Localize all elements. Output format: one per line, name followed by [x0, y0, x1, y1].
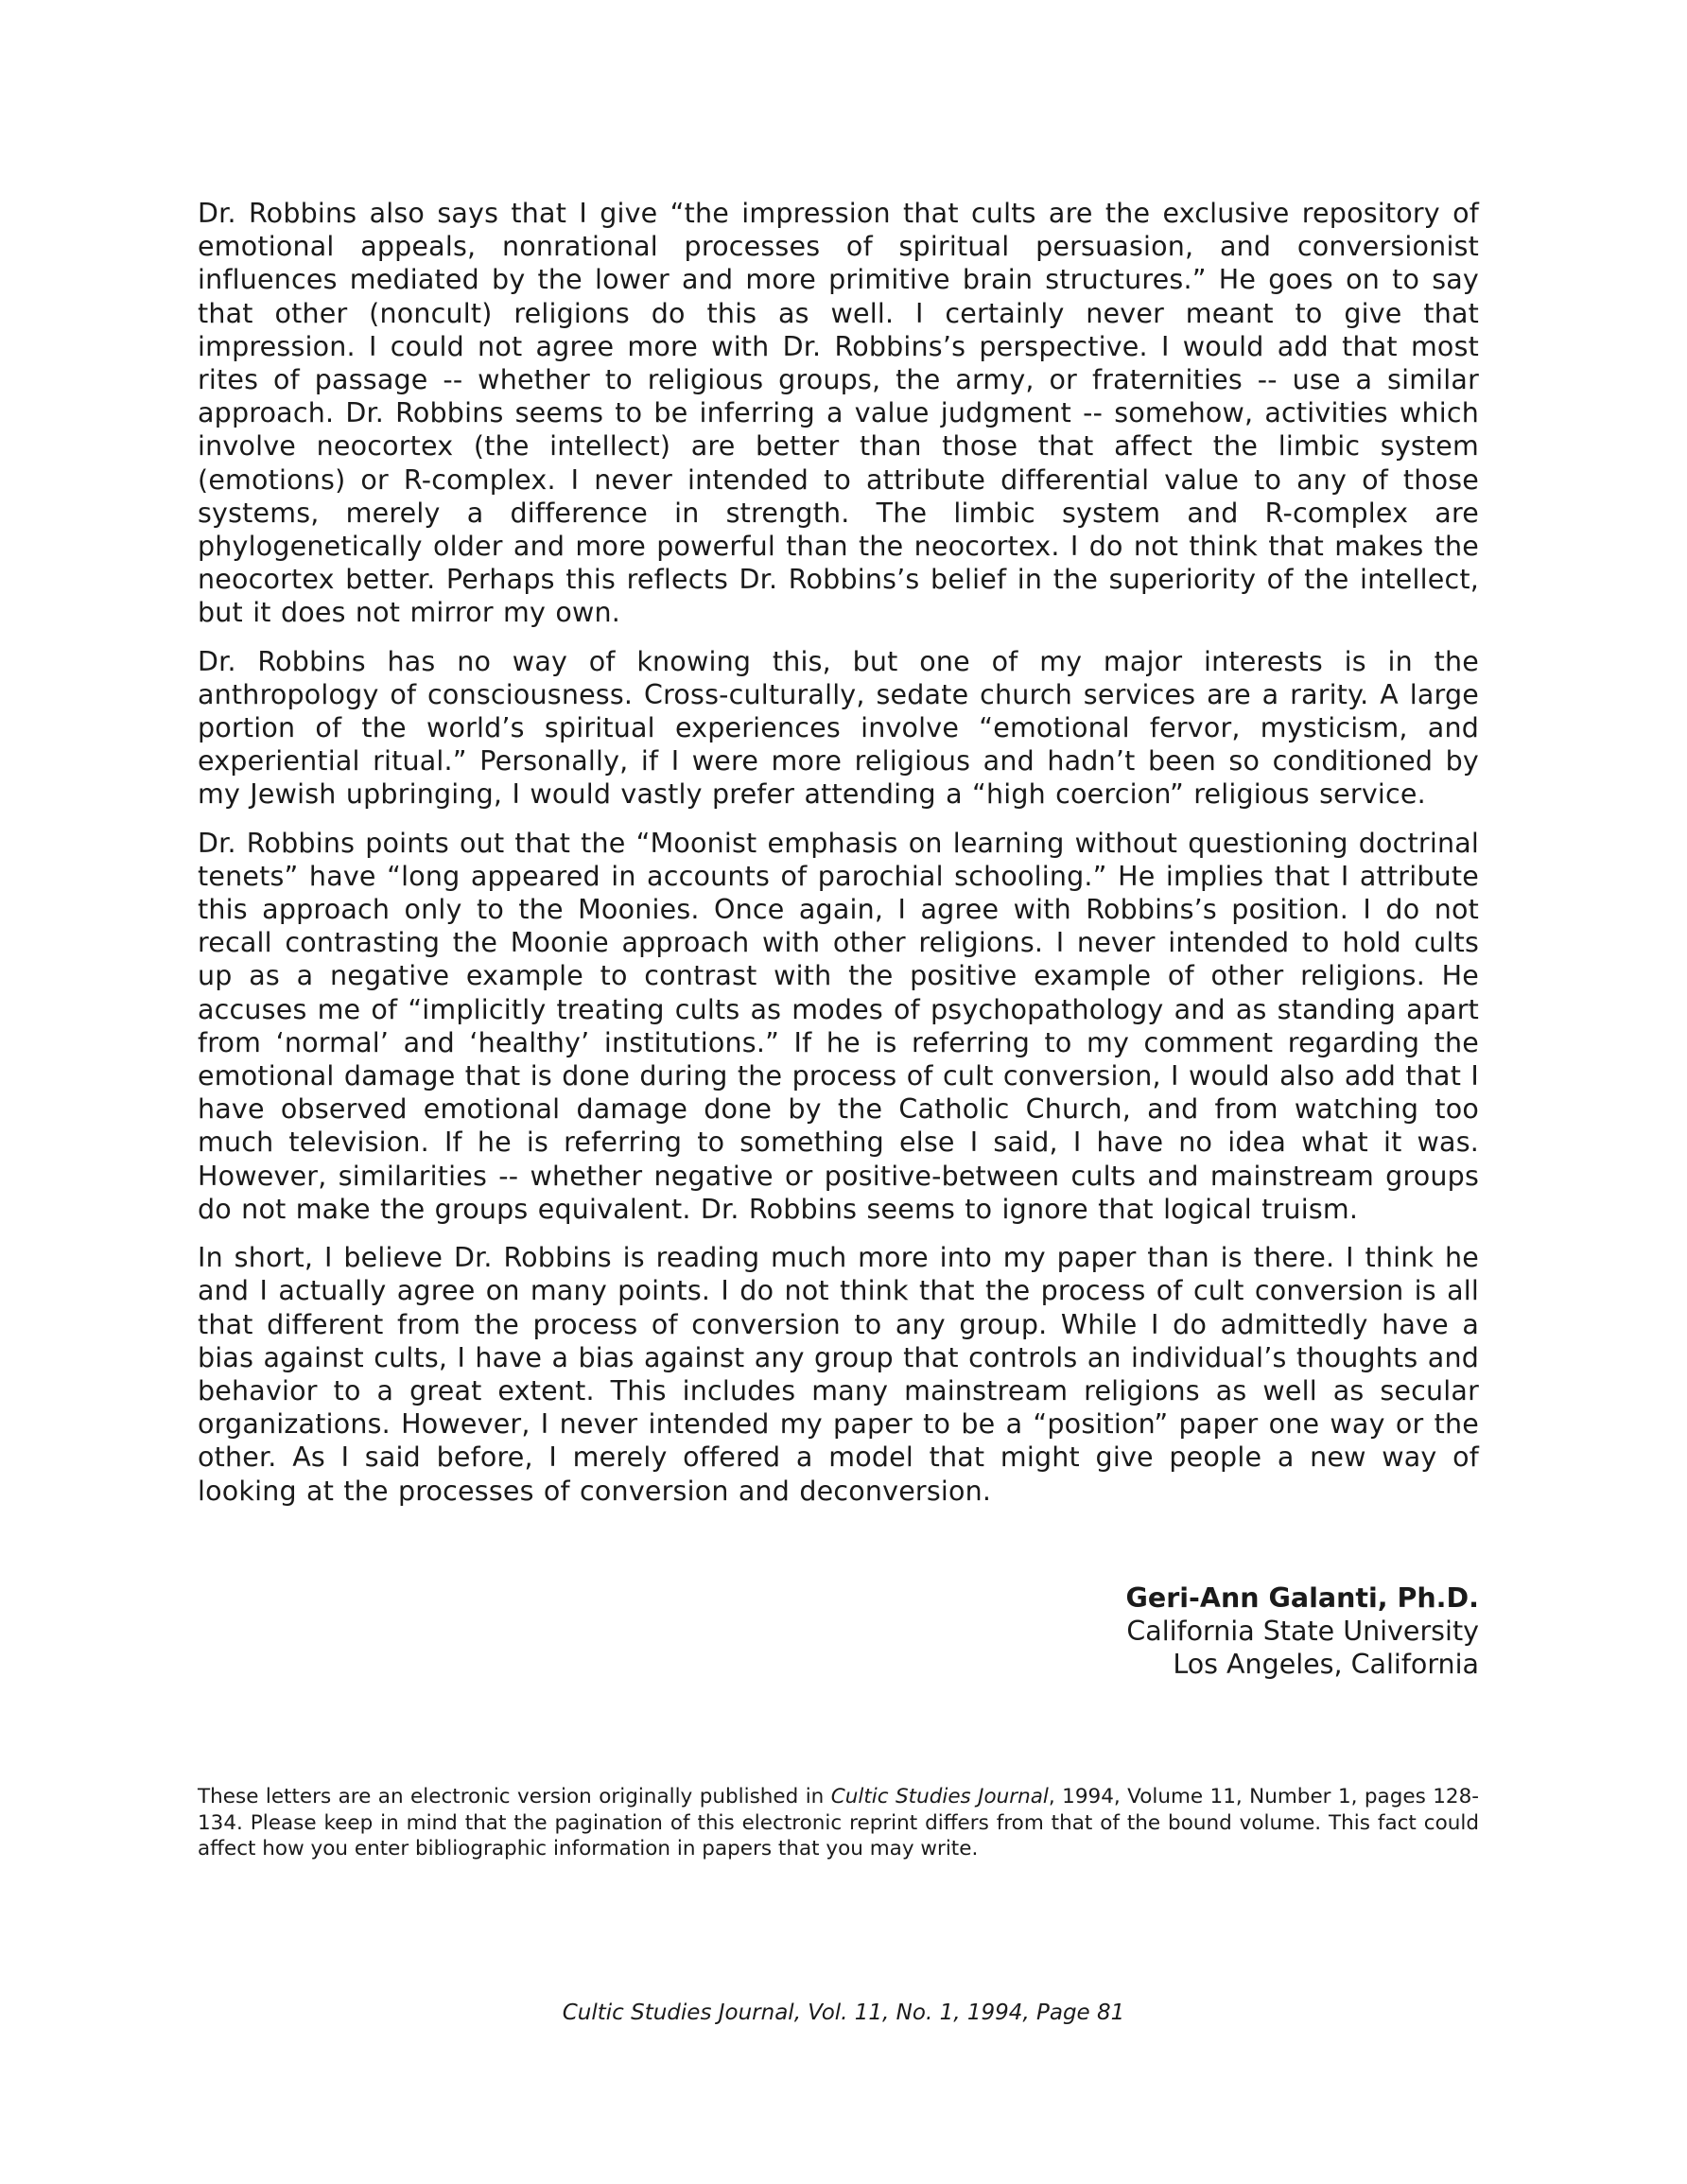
paragraph: Dr. Robbins points out that the “Moonist emphasis on learning without questioning doctrinal tenets” have “long appeared in accounts of parochial schooling.” He implies that I attribute this approach only to the Moonies. Once again, I agree with Robbins’s position. I do not recall contrasting the Moonie approach with other religions. I never intended to hold cults up as a negative example to contrast with the positive example of other religions. He accuses me of “implicitly treating cults as modes of psychopathology and as standing apart from ‘normal’ and ‘healthy’ institutions.” If he is referring to my comment regarding the emotional damage that is done during the process of cult conversion, I would also add that I have observed emotional damage done by the Catholic Church, and from watching too much television. If he is referring to something else I said, I have no idea what it was. However, similarities -- whether negative or positive-between cults and mainstream groups do not make the groups equivalent. Dr. Robbins seems to ignore that logical truism.	[198, 827, 1479, 1225]
page-footer: Cultic Studies Journal, Vol. 11, No. 1, 1994, Page 81	[562, 2001, 1125, 2025]
author-affiliation: California State University	[1126, 1616, 1479, 1647]
author-name: Geri-Ann Galanti, Ph.D.	[1125, 1582, 1479, 1614]
paragraph: In short, I believe Dr. Robbins is reading much more into my paper than is there. I think he and I actually agree on many points. I do not think that the process of cult conversion is all that different from the process of conversion to any group. While I do admittedly have a bias against cults, I have a bias against any group that controls an individual’s thoughts and behavior to a great extent. This includes many mainstream religions as well as secular organizations. However, I never intended my paper to be a “position” paper one way or the other. As I said before, I merely offered a model that might give people a new way of looking at the processes of conversion and deconversion.	[198, 1242, 1479, 1507]
author-location: Los Angeles, California	[1173, 1649, 1479, 1680]
signature-block	[1126, 1581, 1479, 1681]
publication-note	[198, 1784, 1479, 1862]
journal-title: Cultic Studies Journal	[830, 1785, 1049, 1808]
paragraph: Dr. Robbins has no way of knowing this, but one of my major interests is in the anthropology of consciousness. Cross-culturally, sedate church services are a rarity. A large portion of the world’s spiritual experiences involve “emotional fervor, mysticism, and experiential ritual.” Personally, if I were more religious and hadn’t been so conditioned by my Jewish upbringing, I would vastly prefer attending a “high coercion” religious service.	[198, 645, 1479, 811]
letter-body	[198, 197, 1479, 1523]
paragraph: Dr. Robbins also says that I give “the impression that cults are the exclusive repository of emotional appeals, nonrational processes of spiritual persuasion, and conversionist influences mediated by the lower and more primitive brain structures.” He goes on to say that other (noncult) religions do this as well. I certainly never meant to give that impression. I could not agree more with Dr. Robbins’s perspective. I would add that most rites of passage -- whether to religious groups, the army, or fraternities -- use a similar approach. Dr. Robbins seems to be inferring a value judgment -- somehow, activities which involve neocortex (the intellect) are better than those that affect the limbic system (emotions) or R-complex. I never intended to attribute differential value to any of those systems, merely a difference in strength. The limbic system and R-complex are phylogenetically older and more powerful than the neocortex. I do not think that makes the neocortex better. Perhaps this reflects Dr. Robbins’s belief in the superiority of the intellect, but it does not mirror my own.	[198, 198, 1479, 629]
note-prefix: These letters are an electronic version originally published in	[198, 1785, 831, 1808]
note-suffix: , 1994, Volume 11, Number 1, pages 128-134. Please keep in mind that the pagination of this electronic reprint differs from that of the bound volume. This fact could affect how you enter bibliographic information in papers that you may write.	[198, 1785, 1480, 1861]
